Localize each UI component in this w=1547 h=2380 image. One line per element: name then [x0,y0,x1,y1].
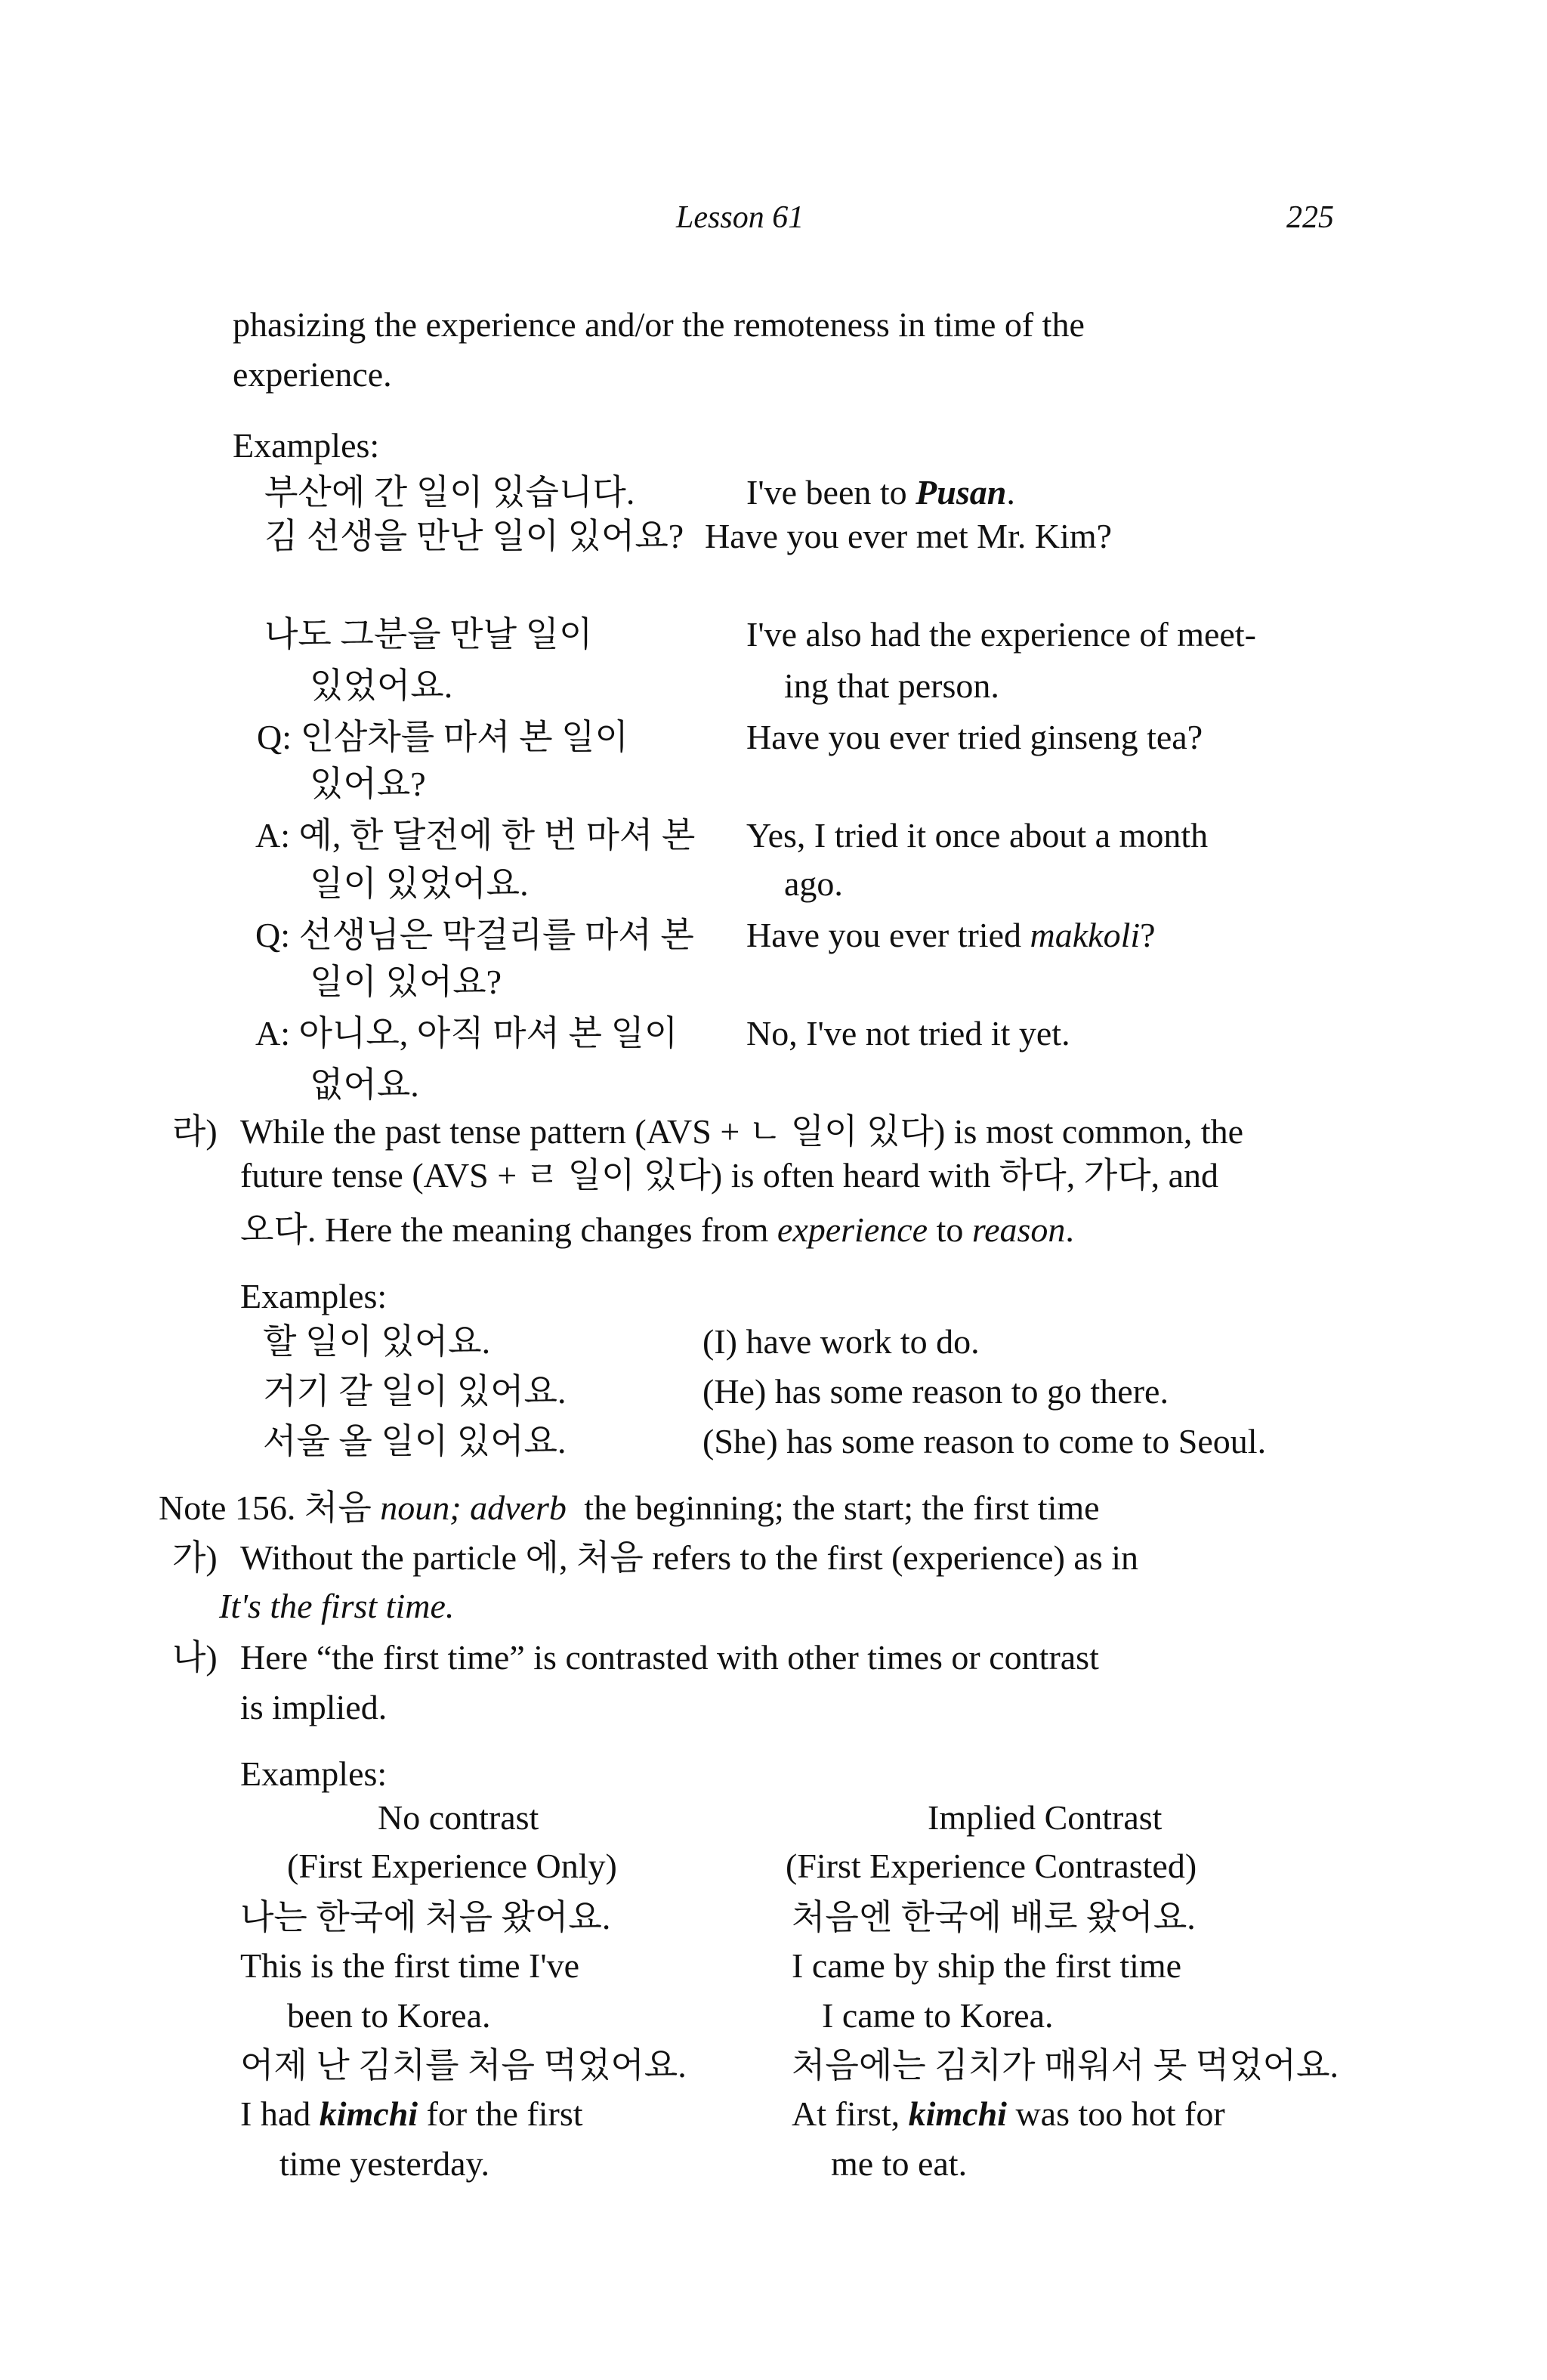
example-english: (I) have work to do. [702,1322,980,1361]
paragraph-ra-line-1: While the past tense pattern (AVS + ㄴ 일이 있다) is most common, the [240,1112,1244,1151]
running-header-lesson: Lesson 61 [676,200,804,235]
paragraph-ra-line-3: 오다. Here the meaning changes from experience to reason. [240,1210,1074,1249]
examples-heading: Examples: [240,1277,388,1315]
example-english: Yes, I tried it once about a month [746,816,1209,855]
example-korean: 거기 갈 일이 있어요. [263,1372,567,1411]
example-korean: 있어요? [310,765,426,803]
example-korean: 김 선생을 만난 일이 있어요? [264,517,684,555]
example-english: I came by ship the first time [792,1946,1182,1985]
note-heading: Note 156. 처음 noun; adverb the beginning; the start; the first time [159,1488,1100,1527]
column-title-left: No contrast [378,1798,539,1837]
example-korean: 서울 올 일이 있어요. [263,1422,567,1460]
example-korean: Q: 인삼차를 마셔 본 일이 [257,718,628,756]
example-english: ago. [784,864,843,903]
example-korean: 나도 그분을 만날 일이 [264,615,593,654]
example-english: me to eat. [831,2144,968,2183]
page-number: 225 [1286,200,1334,235]
example-english: time yesterday. [279,2144,490,2183]
example-english: (She) has some reason to come to Seoul. [702,1422,1267,1460]
paragraph-ga-line-2: It's the first time. [219,1587,455,1625]
example-english: I had kimchi for the first [240,2094,583,2133]
paragraph-ga-line-1: Without the particle 에, 처음 refers to the first (experience) as in [240,1538,1139,1577]
example-korean: 처음에는 김치가 매워서 못 먹었어요. [792,2046,1339,2085]
example-korean: 처음엔 한국에 배로 왔어요. [792,1898,1196,1936]
paragraph-ra-line-2: future tense (AVS + ㄹ 일이 있다) is often heard with 하다, 가다, and [240,1156,1218,1195]
examples-heading: Examples: [240,1754,388,1793]
example-korean: 있었어요. [310,666,453,705]
intro-line-2: experience. [233,355,392,394]
example-korean: A: 예, 한 달전에 한 번 마셔 본 [255,816,696,855]
example-english: Have you ever met Mr. Kim? [705,517,1113,555]
example-english: At first, kimchi was too hot for [792,2094,1225,2133]
paragraph-na-line-2: is implied. [240,1688,388,1726]
column-subtitle-right: (First Experience Contrasted) [786,1847,1197,1885]
example-english: Have you ever tried ginseng tea? [746,718,1203,756]
example-english: This is the first time I've [240,1946,580,1985]
examples-heading: Examples: [233,426,380,465]
column-subtitle-left: (First Experience Only) [287,1847,617,1885]
column-title-right: Implied Contrast [928,1798,1163,1837]
example-korean: 나는 한국에 처음 왔어요. [240,1898,611,1936]
section-marker-ga: 가) [172,1538,218,1577]
example-english: Have you ever tried makkoli? [746,916,1156,954]
example-english: I've also had the experience of meet- [746,615,1256,654]
example-english: (He) has some reason to go there. [702,1372,1169,1411]
example-english: ing that person. [784,666,999,705]
intro-line-1: phasizing the experience and/or the remoteness in time of the [233,305,1085,344]
example-english: I came to Korea. [822,1996,1054,2035]
example-korean: 일이 있어요? [310,963,502,1001]
example-korean: 일이 있었어요. [310,864,529,903]
example-korean: A: 아니오, 아직 마셔 본 일이 [255,1014,678,1052]
example-korean: Q: 선생님은 막걸리를 마셔 본 [255,916,694,954]
example-korean: 없어요. [310,1065,419,1104]
example-korean: 부산에 간 일이 있습니다. [264,473,635,512]
section-marker-na: 나) [172,1638,218,1677]
example-english: I've been to Pusan. [746,473,1015,512]
example-korean: 어제 난 김치를 처음 먹었어요. [240,2046,687,2085]
example-english: No, I've not tried it yet. [746,1014,1070,1052]
example-korean: 할 일이 있어요. [263,1322,491,1361]
paragraph-na-line-1: Here “the first time” is contrasted with other times or contrast [240,1638,1099,1677]
example-english: been to Korea. [287,1996,491,2035]
section-marker-ra: 라) [172,1112,218,1151]
